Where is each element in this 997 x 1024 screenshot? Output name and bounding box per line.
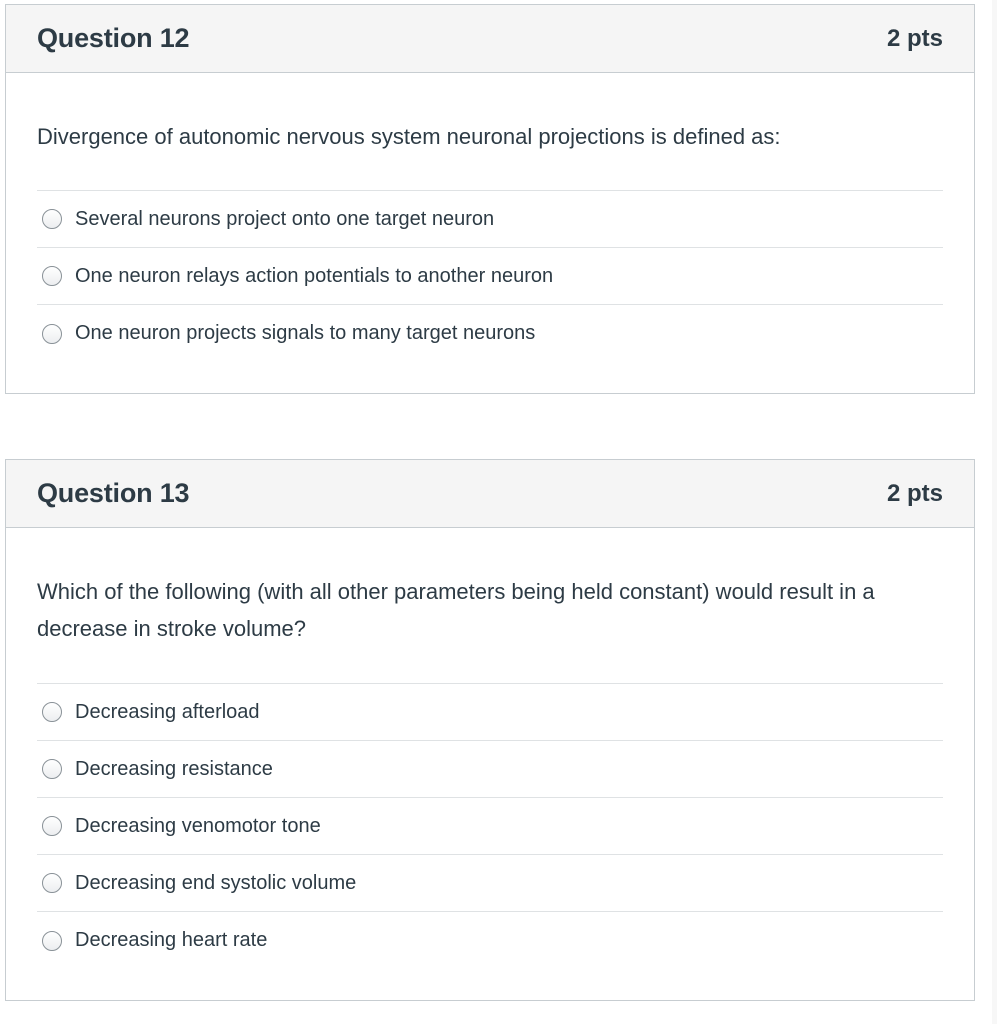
question-header	[6, 460, 974, 528]
scrollbar-track[interactable]	[992, 0, 997, 1024]
radio-button[interactable]	[42, 931, 62, 951]
answer-list	[37, 190, 943, 362]
question-12-card	[5, 4, 975, 394]
answer-option[interactable]	[37, 855, 943, 912]
question-header	[6, 5, 974, 73]
radio-button[interactable]	[42, 702, 62, 722]
question-body	[6, 528, 974, 969]
answer-option[interactable]	[37, 684, 943, 741]
question-13-card	[5, 459, 975, 1001]
question-text: Divergence of autonomic nervous system neuronal projections is defined as:	[37, 124, 781, 149]
answer-list	[37, 683, 943, 969]
answer-label[interactable]: Decreasing end systolic volume	[75, 871, 357, 894]
answer-option[interactable]	[37, 191, 943, 248]
question-title: Question 13	[37, 478, 190, 508]
question-points: 2 pts	[886, 479, 943, 507]
radio-button[interactable]	[42, 816, 62, 836]
question-title: Question 12	[37, 23, 190, 53]
answer-label[interactable]: One neuron projects signals to many target neurons	[75, 322, 536, 344]
answer-option[interactable]	[37, 798, 943, 855]
answer-option[interactable]	[37, 741, 943, 798]
answer-label[interactable]: Decreasing venomotor tone	[75, 814, 321, 837]
answer-option[interactable]	[37, 248, 943, 305]
answer-option[interactable]	[37, 305, 943, 362]
answer-label[interactable]: One neuron relays action potentials to another neuron	[75, 264, 554, 287]
radio-button[interactable]	[42, 209, 62, 229]
question-body	[6, 73, 974, 362]
answer-label[interactable]: Several neurons project onto one target neuron	[75, 207, 495, 230]
answer-label[interactable]: Decreasing heart rate	[75, 929, 268, 951]
answer-label[interactable]: Decreasing afterload	[75, 700, 260, 723]
answer-option[interactable]	[37, 912, 943, 969]
radio-button[interactable]	[42, 759, 62, 779]
radio-button[interactable]	[42, 266, 62, 286]
answer-label[interactable]: Decreasing resistance	[75, 757, 273, 780]
question-points: 2 pts	[886, 24, 943, 52]
question-text: Which of the following (with all other parameters being held constant) would result in a decrease in stroke volume?	[37, 579, 875, 641]
radio-button[interactable]	[42, 873, 62, 893]
radio-button[interactable]	[42, 324, 62, 344]
